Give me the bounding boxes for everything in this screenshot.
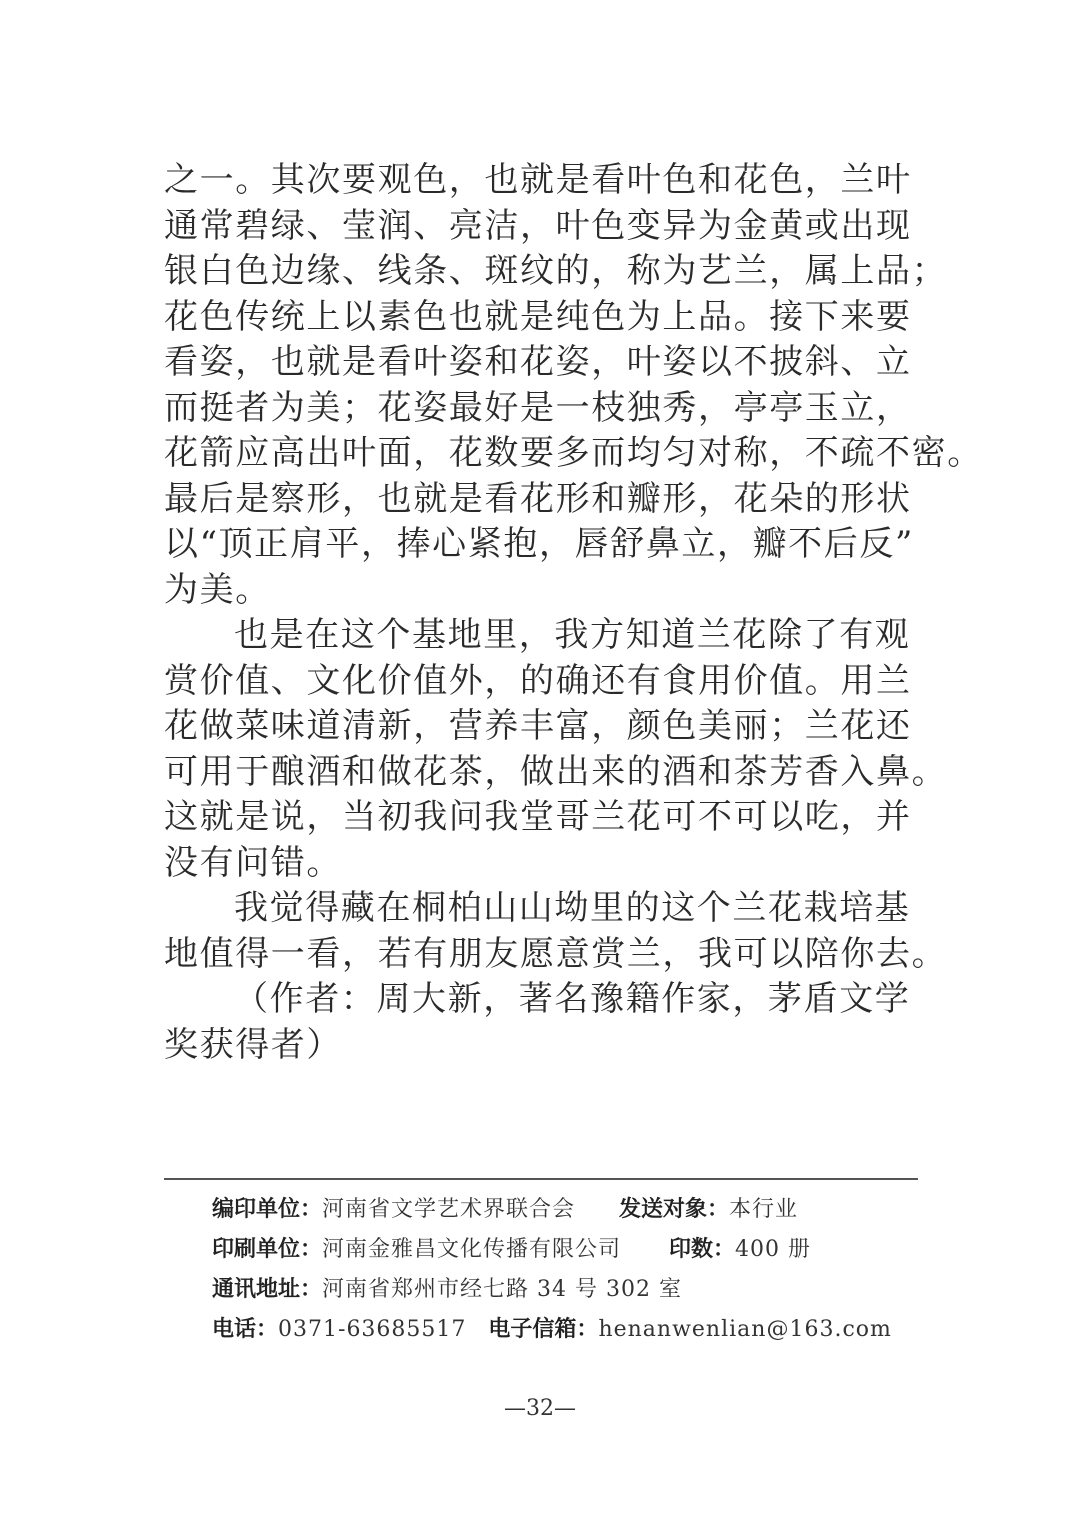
email-value: henanwenlian@163.com: [598, 1317, 892, 1342]
phone-value: 0371-63685517: [278, 1317, 467, 1342]
text-line: 而挺者为美；花姿最好是一枝独秀，亭亭玉立，: [164, 387, 912, 428]
editor-value: 河南省文学艺术界联合会: [322, 1197, 576, 1222]
printer-label: 印刷单位：: [212, 1237, 323, 1262]
colophon-row-editor: [212, 1190, 912, 1230]
copies-value: 400 册: [735, 1237, 812, 1262]
phone-label: 电话：: [212, 1317, 279, 1342]
text-line: 通常碧绿、莹润、亮洁，叶色变异为金黄或出现: [164, 205, 912, 246]
paragraph-start-line: 我觉得藏在桐柏山山坳里的这个兰花栽培基: [234, 888, 911, 928]
text-line: 以“顶正肩平，捧心紧抱，唇舒鼻立，瓣不后反”: [164, 524, 914, 564]
printer-value: 河南金雅昌文化传播有限公司: [322, 1237, 622, 1262]
text-line: 可用于酿酒和做花茶，做出来的酒和茶芳香入鼻。: [164, 751, 948, 792]
text-line: 之一。其次要观色，也就是看叶色和花色，兰叶: [164, 160, 912, 200]
colophon-row-contact: [212, 1310, 912, 1350]
recipient-value: 本行业: [729, 1197, 799, 1222]
copies-label: 印数：: [669, 1237, 736, 1262]
text-line: 地值得一看，若有朋友愿意赏兰，我可以陪你去。: [164, 933, 948, 974]
colophon-row-address: [212, 1270, 912, 1310]
email-label: 电子信箱：: [488, 1317, 599, 1342]
address-label: 通讯地址：: [212, 1277, 323, 1302]
author-note-line: （作者：周大新，著名豫籍作家，茅盾文学: [234, 979, 911, 1019]
paragraph-start-line: 也是在这个基地里，我方知道兰花除了有观: [234, 615, 911, 655]
text-line: 最后是察形，也就是看花形和瓣形，花朵的形状: [164, 478, 912, 519]
page-number: —32—: [504, 1396, 576, 1421]
recipient-label: 发送对象：: [619, 1197, 730, 1222]
text-line: 赏价值、文化价值外，的确还有食用价值。用兰: [164, 660, 912, 701]
colophon: [212, 1190, 912, 1350]
text-line: 银白色边缘、线条、斑纹的，称为艺兰，属上品；: [164, 251, 948, 291]
text-line: 为美。: [164, 569, 271, 610]
text-line: 花色传统上以素色也就是纯色为上品。接下来要: [164, 296, 912, 337]
text-line: 这就是说，当初我问我堂哥兰花可不可以吃，并: [164, 797, 912, 837]
text-line: 看姿，也就是看叶姿和花姿，叶姿以不披斜、立: [164, 342, 912, 382]
address-value: 河南省郑州市经七路 34 号 302 室: [322, 1277, 682, 1302]
text-line: 花箭应高出叶面，花数要多而均匀对称，不疏不密。: [164, 433, 983, 473]
author-note-line: 奖获得者）: [164, 1024, 342, 1065]
colophon-row-printer: [212, 1230, 912, 1270]
editor-label: 编印单位：: [212, 1197, 323, 1222]
colophon-divider: [164, 1178, 918, 1180]
text-line: 没有问错。: [164, 842, 342, 883]
text-line: 花做菜味道清新，营养丰富，颜色美丽；兰花还: [164, 706, 912, 746]
article-body: [164, 158, 983, 1068]
